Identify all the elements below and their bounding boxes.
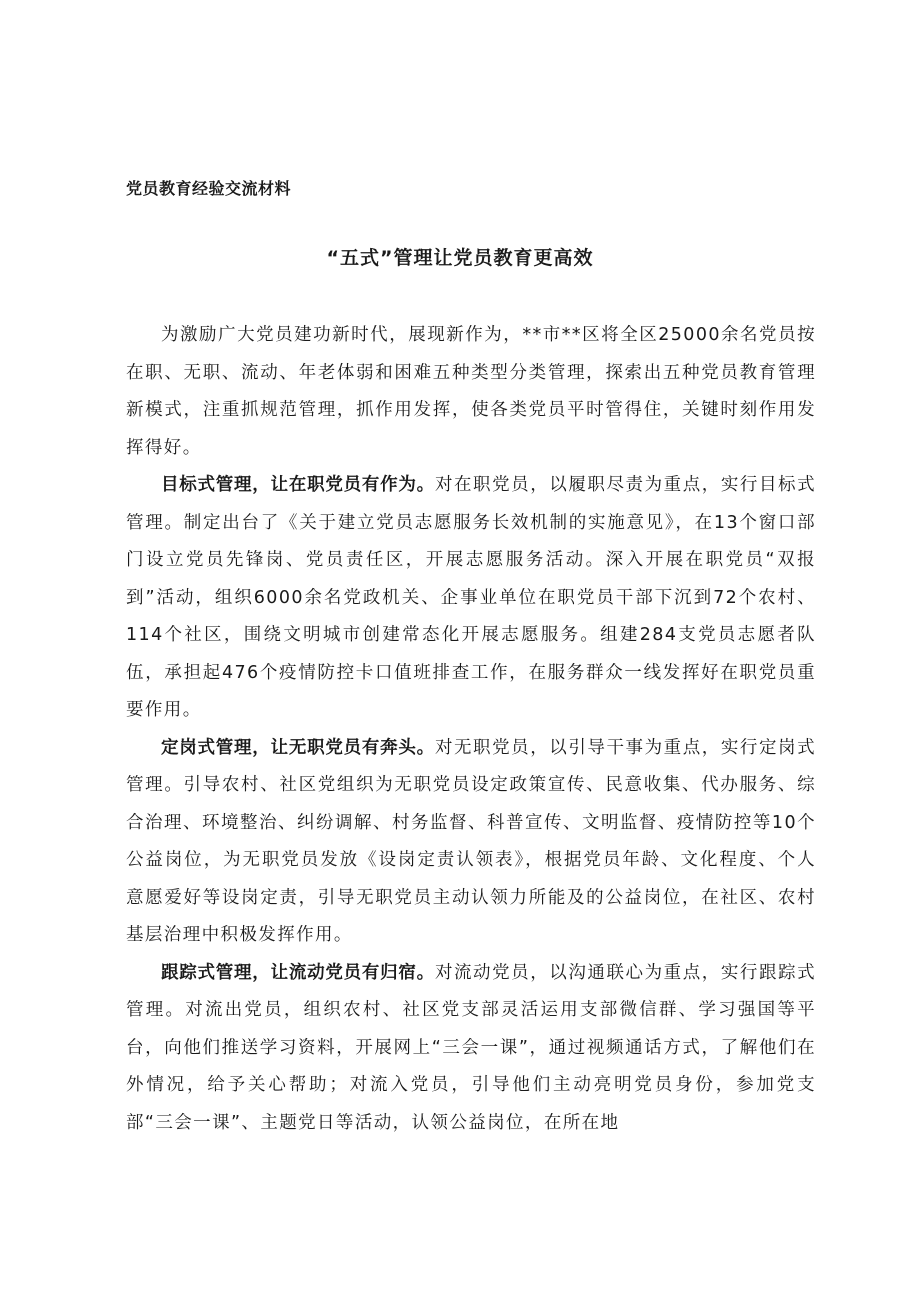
document-title: “五式”管理让党员教育更高效 <box>326 247 594 269</box>
paragraph-text: 为激励广大党员建功新时代，展现新作为，**市**区将全区25000余名党员按在职、无职、流动、年老体弱和困难五种类型分类管理，探索出五种党员教育管理新模式，注重抓规范管理，抓作用发挥，使各类党员平时管得住，关键时刻作用发挥得好。 <box>126 325 816 458</box>
paragraph-target-management <box>126 467 816 730</box>
paragraph-text: 对流动党员，以沟通联心为重点，实行跟踪式管理。对流出党员，组织农村、社区党支部灵活运用支部微信群、学习强国等平台，向他们推送学习资料，开展网上“三会一课”，通过视频通话方式，了解他们在外情况，给予关心帮助；对流入党员，引导他们主动亮明党员身份，参加党支部“三会一课”、主题党日等活动，认领公益岗位，在所在地 <box>126 962 817 1133</box>
paragraph-text: 对在职党员，以履职尽责为重点，实行目标式管理。制定出台了《关于建立党员志愿服务长效机制的实施意见》，在13个窗口部门设立党员先锋岗、党员责任区，开展志愿服务活动。深入开展在职党员“双报到”活动，组织6000余名党政机关、企事业单位在职党员干部下沉到72个农村、114个社区，围绕文明城市创建常态化开展志愿服务。组建284支党员志愿者队伍，承担起476个疫情防控卡口值班排查工作，在服务群众一线发挥好在职党员重要作用。 <box>126 475 817 720</box>
document-label: 党员教育经验交流材料 <box>126 179 292 198</box>
intro-paragraph <box>126 317 816 467</box>
paragraph-tracking-management <box>126 955 816 1143</box>
paragraph-post-management <box>126 730 816 955</box>
document-body <box>126 317 816 1142</box>
paragraph-heading: 定岗式管理，让无职党员有奔头。 <box>161 737 435 758</box>
paragraph-heading: 目标式管理，让在职党员有作为。 <box>161 475 435 495</box>
paragraph-text: 对无职党员，以引导干事为重点，实行定岗式管理。引导农村、社区党组织为无职党员设定政策宣传、民意收集、代办服务、综合治理、环境整治、纠纷调解、村务监督、科普宣传、文明监督、疫情防控等10个公益岗位，为无职党员发放《设岗定责认领表》，根据党员年龄、文化程度、个人意愿爱好等设岗定责，引导无职党员主动认领力所能及的公益岗位，在社区、农村基层治理中积极发挥作用。 <box>126 737 817 945</box>
paragraph-heading: 跟踪式管理，让流动党员有归宿。 <box>161 962 435 983</box>
